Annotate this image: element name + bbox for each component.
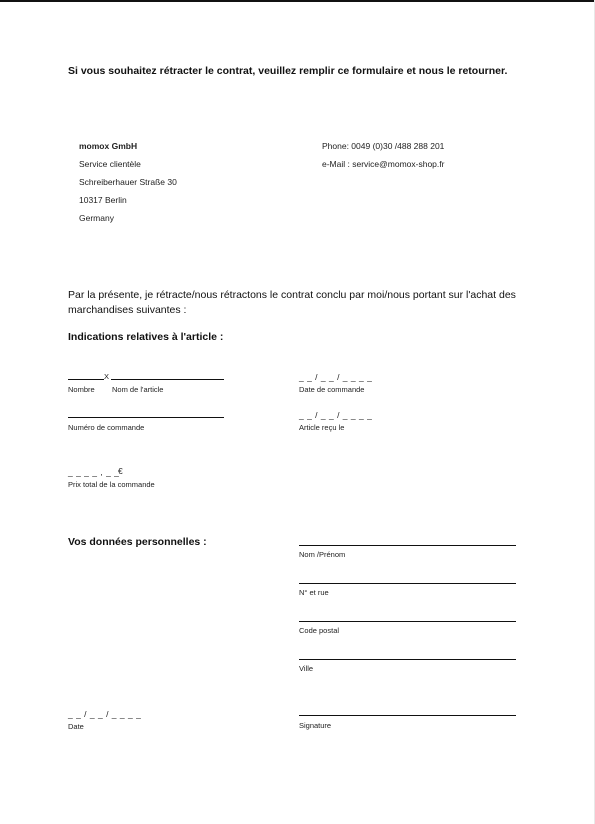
nom-article-label: Nom de l'article	[112, 385, 164, 394]
company-city: 10317 Berlin	[79, 195, 127, 205]
street-field[interactable]	[299, 583, 516, 584]
company-country: Germany	[79, 213, 114, 223]
top-border	[0, 0, 595, 2]
name-field[interactable]	[299, 545, 516, 546]
total-price-field[interactable]: _ _ _ _ , _ _	[68, 467, 120, 477]
code-postal-label: Code postal	[299, 626, 340, 635]
prix-total-label: Prix total de la commande	[68, 480, 155, 489]
signature-field[interactable]	[299, 715, 516, 716]
order-number-field[interactable]	[68, 417, 224, 418]
signature-label: Signature	[299, 721, 332, 730]
article-recu-label: Article reçu le	[299, 423, 345, 432]
date-label: Date	[68, 722, 84, 731]
currency-symbol: €	[118, 466, 123, 476]
contact-phone: Phone: 0049 (0)30 /488 288 201	[322, 141, 445, 151]
company-dept: Service clientèle	[79, 159, 141, 169]
article-name-field[interactable]	[111, 379, 224, 380]
intro-text: Si vous souhaitez rétracter le contrat, veuillez remplir ce formulaire et nous le retourner.	[68, 65, 508, 77]
article-section-heading: Indications relatives à l'article :	[68, 331, 224, 343]
personal-section-heading: Vos données personnelles :	[68, 536, 207, 548]
company-street: Schreiberhauer Straße 30	[79, 177, 177, 187]
city-field[interactable]	[299, 659, 516, 660]
company-name: momox GmbH	[79, 141, 138, 151]
contact-email: e-Mail : service@momox-shop.fr	[322, 159, 445, 169]
order-date-field[interactable]: _ _ / _ _ / _ _ _ _	[299, 372, 373, 382]
postal-code-field[interactable]	[299, 621, 516, 622]
quantity-field[interactable]	[68, 379, 104, 380]
numero-commande-label: Numéro de commande	[68, 423, 145, 432]
received-date-field[interactable]: _ _ / _ _ / _ _ _ _	[299, 410, 373, 420]
declaration-text: Par la présente, je rétracte/nous rétractons le contrat conclu par moi/nous portant sur l'achat des marchandises suivantes :	[68, 289, 516, 316]
nom-prenom-label: Nom /Prénom	[299, 550, 346, 559]
ville-label: Ville	[299, 664, 314, 673]
x-mark: X	[104, 372, 110, 381]
nombre-label: Nombre	[68, 385, 95, 394]
rue-label: N° et rue	[299, 588, 329, 597]
date-field[interactable]: _ _ / _ _ / _ _ _ _	[68, 709, 142, 719]
date-commande-label: Date de commande	[299, 385, 365, 394]
